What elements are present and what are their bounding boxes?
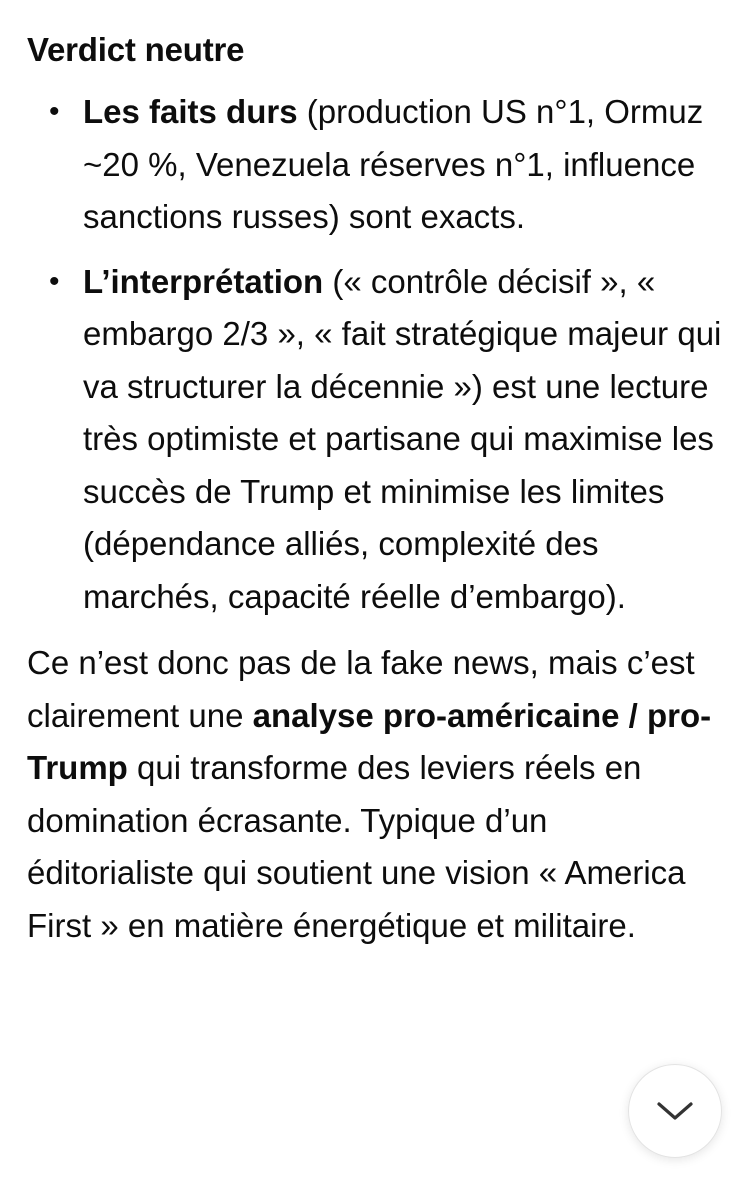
scroll-to-bottom-button[interactable] — [628, 1064, 722, 1158]
paragraph-text-end: qui transforme des leviers réels en domination écrasante. Typique d’un éditorialiste qui soutient une vision « America First » en matière énergétique et militaire. — [27, 749, 686, 944]
bullet-dot: • — [49, 264, 60, 298]
section-heading: Verdict neutre — [27, 31, 245, 68]
bullet-dot: • — [49, 95, 60, 128]
bullet-text: (production US n°1, Ormuz ~20 %, Venezuela réserves n°1, influence sanctions russes) sont exacts. — [83, 93, 704, 235]
bullet-bold-lead: Les faits durs — [83, 93, 298, 130]
paragraph-bold: analyse pro-américaine / pro-Trump — [27, 696, 712, 786]
response-content — [27, 22, 727, 952]
bullet-list — [27, 86, 727, 623]
conclusion-paragraph — [27, 637, 722, 952]
list-item — [27, 256, 723, 624]
bullet-bold-lead: L’interprétation — [83, 262, 324, 300]
list-item — [27, 86, 723, 244]
paragraph-text-start: Ce n’est donc pas de la fake news, mais c’est clairement une — [27, 644, 695, 734]
chevron-down-icon — [655, 1099, 695, 1123]
bullet-text: (« contrôle décisif », « embargo 2/3 », « fait stratégique majeur qui va structurer la décennie ») est une lecture très optimiste et partisane qui maximise les succès de Trump et minimise les limites (dépendance alliés, complexité des marchés, capacité réelle d’embargo). — [83, 262, 722, 615]
